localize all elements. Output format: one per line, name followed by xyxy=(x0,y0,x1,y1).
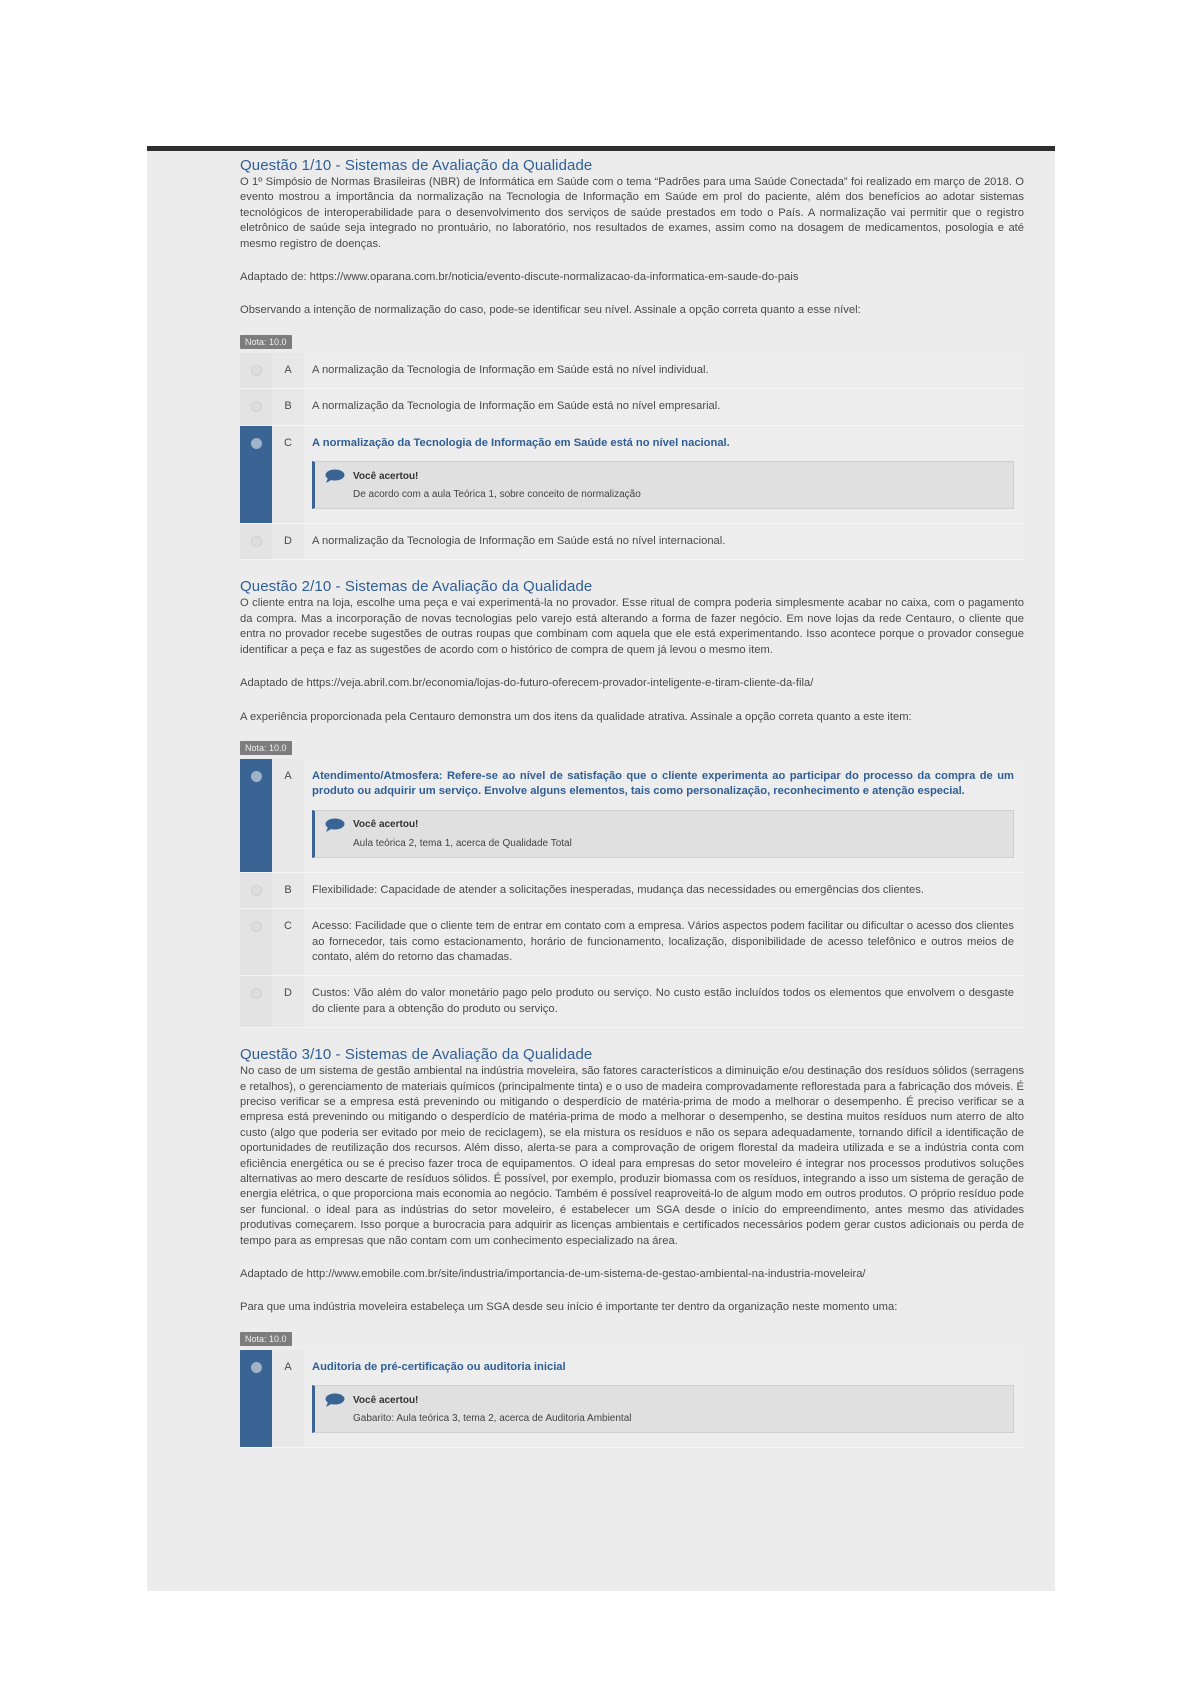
question-source: Adaptado de https://veja.abril.com.br/economia/lojas-do-futuro-oferecem-provador-inteligente-e-tiram-cliente-da-fila/ xyxy=(240,677,814,690)
feedback-box xyxy=(312,1385,1014,1433)
speech-bubble-icon xyxy=(325,469,345,483)
question-source: Adaptado de: https://www.oparana.com.br/noticia/evento-discute-normalizacao-da-informatica-em-saude-do-pais xyxy=(240,271,799,284)
option-text: A normalização da Tecnologia de Informação em Saúde está no nível individual. xyxy=(312,363,709,376)
question-text: O cliente entra na loja, escolhe uma peça e vai experimentá-la no provador. Esse ritual de compra poderia simplesmente acabar no caixa, com o pagamento da compra. Mas a incorporação de novas tecnologias pelo varejo está alterando a forma de fazer negócio. Em nove lojas da rede Centauro, o cliente que entra no provador recebe sugestões de outras roupas que combinam com aquela que ele está experimentando. Isso acontece porque o provador consegue identificar a peça e faz as sugestões de acordo com o histórico de compra de quem já levou o mesmo item. xyxy=(240,597,1024,656)
grade-badge: Nota: 10.0 xyxy=(240,741,292,755)
option-text: Auditoria de pré-certificação ou auditoria inicial xyxy=(312,1360,566,1373)
radio-icon[interactable] xyxy=(251,536,262,547)
question-title: Questão 2/10 - Sistemas de Avaliação da Qualidade xyxy=(240,578,593,596)
option-a-selected[interactable] xyxy=(240,759,1024,873)
option-text: Acesso: Facilidade que o cliente tem de entrar em contato com a empresa. Vários aspectos podem facilitar ou dificultar o acesso dos clientes ao fornecedor, tais como estacionamento, horário de funcionamento, localização, disponibilidade de acesso telefônico e outros meios de contato, além do retorno das chamadas. xyxy=(312,920,1014,963)
grade-badge: Nota: 10.0 xyxy=(240,1332,292,1346)
option-letter: A xyxy=(272,759,304,872)
feedback-text: De acordo com a aula Teórica 1, sobre conceito de normalização xyxy=(353,489,641,501)
radio-icon[interactable] xyxy=(251,885,262,896)
option-d[interactable] xyxy=(240,524,1024,560)
option-a[interactable] xyxy=(240,353,1024,389)
feedback-text: Gabarito: Aula teórica 3, tema 2, acerca de Auditoria Ambiental xyxy=(353,1413,632,1425)
speech-bubble-icon xyxy=(325,1393,345,1407)
option-letter: D xyxy=(272,524,304,559)
option-text: Atendimento/Atmosfera: Refere-se ao nível de satisfação que o cliente experimenta ao participar do processo da compra de um produto ou adquirir um serviço. Envolve alguns elementos, tais como personalização, reconhecimento e atenção especial. xyxy=(312,769,1014,798)
options-list xyxy=(240,1350,1024,1448)
option-text: Flexibilidade: Capacidade de atender a solicitações inesperadas, mudança das necessidades ou emergências dos clientes. xyxy=(312,883,924,896)
option-b[interactable] xyxy=(240,389,1024,425)
option-letter: A xyxy=(272,1350,304,1447)
option-b[interactable] xyxy=(240,873,1024,909)
option-text: Custos: Vão além do valor monetário pago pelo produto ou serviço. No custo estão incluídos todos os elementos que envolvem o desgaste do cliente para a obtenção do produto ou serviço. xyxy=(312,987,1014,1015)
feedback-box xyxy=(312,461,1014,509)
speech-bubble-icon xyxy=(325,818,345,832)
radio-icon[interactable] xyxy=(251,988,262,999)
option-text: A normalização da Tecnologia de Informação em Saúde está no nível nacional. xyxy=(312,436,730,449)
question-prompt: A experiência proporcionada pela Centauro demonstra um dos itens da qualidade atrativa. Assinale a opção correta quanto a este item: xyxy=(240,710,912,723)
option-letter: B xyxy=(272,389,304,424)
option-letter: C xyxy=(272,426,304,523)
options-list xyxy=(240,759,1024,1028)
option-letter: B xyxy=(272,873,304,908)
questions-list xyxy=(240,157,1024,1466)
question-text: No caso de um sistema de gestão ambiental na indústria moveleira, são fatores característicos a diminuição e/ou destinação dos resíduos sólidos (serragens e retalhos), o gerenciamento de materiais químicos (principalmente tinta) e o uso de madeira comprovadamente reflorestada para a fabricação dos móveis. É preciso verificar se a empresa está prevenindo ou mitigando o desperdício de matéria-prima de modo a melhorar o desempenho. É preciso verificar se a empresa está prevenindo ou mitigando o desperdício de matéria-prima de modo a melhorar o desempenho, se destina muitos resíduos num aterro de alto custo (algo que poderia ser evitado por meio de reciclagem), se ela mistura os resíduos e não os separa adequadamente, tornando difícil a identificação de oportunidades de reutilização dos recursos. Além disso, alerta-se para a comprovação de origem florestal da madeira utilizada e se a indústria conta com eficiência energética ou se é preciso fazer troca de equipamentos. O ideal para empresas do setor moveleiro é integrar nos processos produtivos soluções alternativas ao mero descarte de resíduos sólidos. É possível, por exemplo, produzir biomassa com os resíduos, integrando a isso um sistema de geração de energia elétrica, o que proporciona mais economia ao negócio. Também é possível reaproveitá-lo de algum modo em outros produtos. O próprio resíduo pode ser funcional. o ideal para as indústrias do setor moveleiro, é estabelecer um SGA desde o início do empreendimento, antes mesmo das atividades produtivas começarem. Isso porque a burocracia para adquirir as licenças ambientais e certificados necessários podem gerar custos adicionais ou perda de tempo para as empresas que não contam com um conhecimento especializado na área. xyxy=(240,1065,1024,1247)
option-c[interactable] xyxy=(240,909,1024,976)
radio-icon[interactable] xyxy=(251,921,262,932)
feedback-title: Você acertou! xyxy=(353,470,419,482)
radio-icon[interactable] xyxy=(251,1362,262,1373)
option-c-selected[interactable] xyxy=(240,426,1024,524)
option-text: A normalização da Tecnologia de Informação em Saúde está no nível empresarial. xyxy=(312,400,721,413)
radio-icon[interactable] xyxy=(251,771,262,782)
options-list xyxy=(240,353,1024,561)
option-letter: A xyxy=(272,353,304,388)
radio-icon[interactable] xyxy=(251,401,262,412)
feedback-text: Aula teórica 2, tema 1, acerca de Qualidade Total xyxy=(353,837,572,849)
option-text: A normalização da Tecnologia de Informação em Saúde está no nível internacional. xyxy=(312,535,726,548)
option-a-selected[interactable] xyxy=(240,1350,1024,1448)
question-text: O 1º Simpósio de Normas Brasileiras (NBR) de Informática em Saúde com o tema “Padrões para uma Saúde Conectada” foi realizado em março de 2018. O evento mostrou a importância da normalização na Tecnologia de Informação em Saúde em prol do paciente, além dos benefícios ao adotar sistemas tecnológicos de interoperabilidade para o desenvolvimento dos serviços de saúde prestados em todo o País. A normalização vai permitir que o registro eletrônico de saúde seja integrado no prontuário, no laboratório, nos resultados de exames, assim como na dosagem de medicamentos, posologia e até mesmo registro de doenças. xyxy=(240,176,1024,250)
feedback-box xyxy=(312,810,1014,858)
option-letter: C xyxy=(272,909,304,975)
feedback-title: Você acertou! xyxy=(353,1394,419,1406)
option-letter: D xyxy=(272,976,304,1027)
radio-icon[interactable] xyxy=(251,438,262,449)
question-1 xyxy=(240,157,1024,560)
question-prompt: Para que uma indústria moveleira estabeleça um SGA desde seu início é importante ter dentro da organização neste momento uma: xyxy=(240,1301,898,1314)
question-3 xyxy=(240,1046,1024,1448)
exam-panel xyxy=(147,151,1055,1591)
feedback-title: Você acertou! xyxy=(353,819,419,831)
question-title: Questão 1/10 - Sistemas de Avaliação da Qualidade xyxy=(240,157,593,174)
question-prompt: Observando a intenção de normalização do caso, pode-se identificar seu nível. Assinale a opção correta quanto a esse nível: xyxy=(240,304,861,317)
grade-badge: Nota: 10.0 xyxy=(240,335,292,349)
option-d[interactable] xyxy=(240,976,1024,1028)
radio-icon[interactable] xyxy=(251,365,262,376)
question-title: Questão 3/10 - Sistemas de Avaliação da Qualidade xyxy=(240,1046,593,1064)
question-2 xyxy=(240,578,1024,1028)
question-source: Adaptado de http://www.emobile.com.br/site/industria/importancia-de-um-sistema-de-gestao-ambiental-na-industria-moveleira/ xyxy=(240,1268,866,1281)
